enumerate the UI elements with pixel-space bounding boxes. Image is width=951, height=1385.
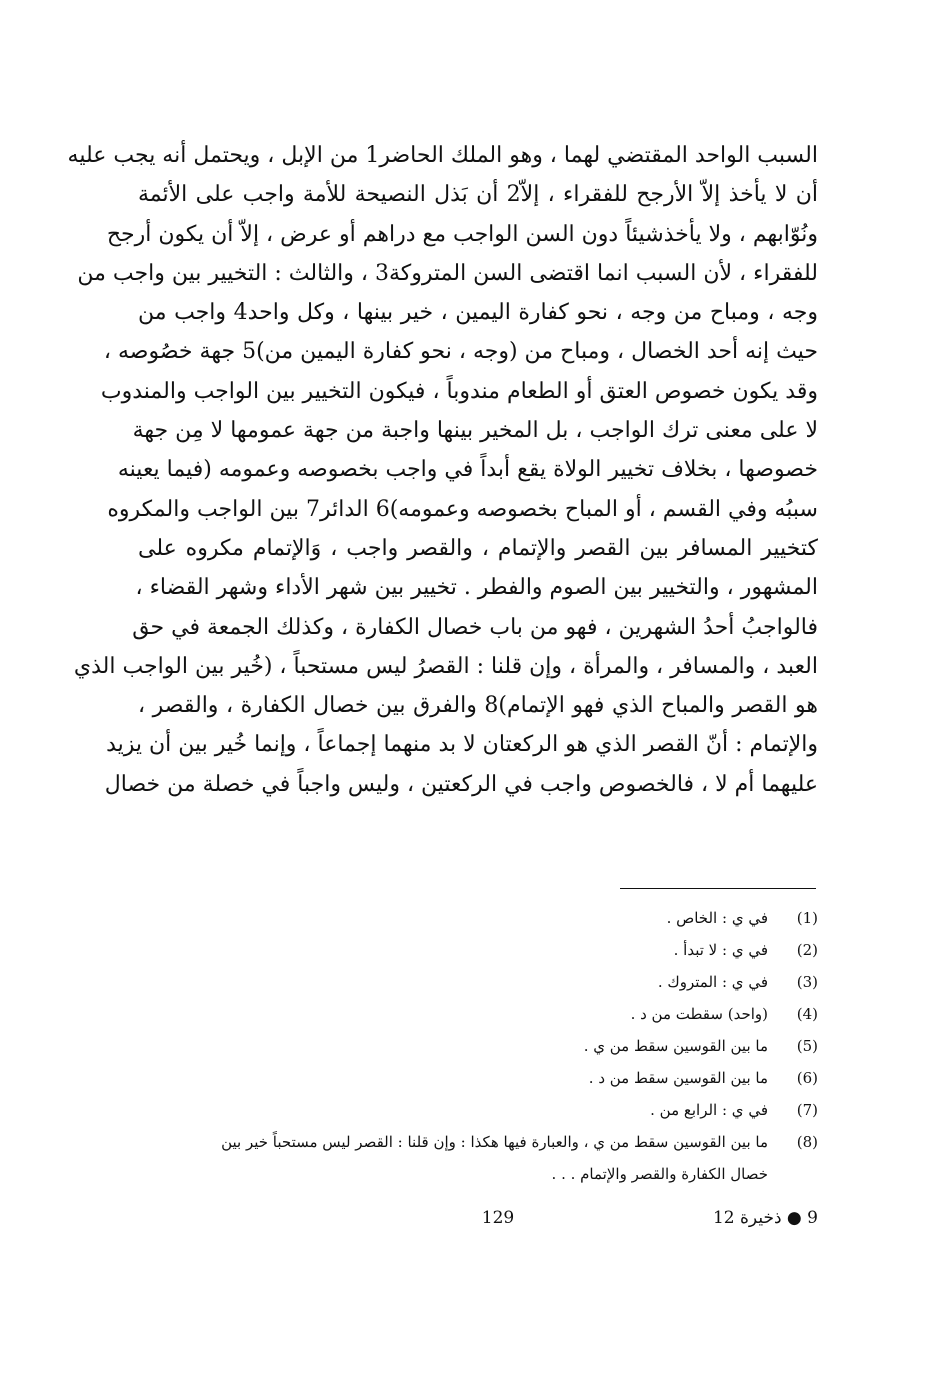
footnote-2: [138, 934, 818, 966]
text-line: أن لا يأخذ إلاّ الأرجح للفقراء ، إلاّ2 أن بَذل النصيحة للأمة واجب على الأئمة: [138, 182, 818, 208]
footnote-4: [138, 998, 818, 1030]
footnote-text: في ي : الخاص .: [666, 909, 768, 927]
text-line: حيث إنه أحد الخصال ، ومباح من (وجه ، نحو كفارة اليمين من)5 جهة خصُوصه ،: [103, 339, 818, 365]
footnote-number: (2): [796, 941, 818, 959]
text-line: سببُه وفي القسم ، أو المباح بخصوصه وعمومه)6 الدائر7 بين الواجب والمكروه: [107, 496, 818, 522]
footnote-text: في ي : لا تبدأ .: [673, 941, 768, 959]
text-line: هو القصر والمباح الذي فهو الإتمام)8 والفرق بين خصال الكفارة ، والقصر ،: [138, 693, 818, 719]
footnote-number: (7): [796, 1101, 818, 1119]
text-line: للفقراء ، لأن السبب انما اقتضى السن المتروكة3 ، والثالث : التخيير بين واجب من: [77, 260, 818, 286]
text-line: فالواجبُ أحدُ الشهرين ، فهو من باب خصال الكفارة ، وكذلك الجمعة في حق: [132, 614, 818, 640]
printer-signature: 9 ● ذخيرة 12: [712, 1208, 818, 1228]
text-line: عليهما أم لا ، فالخصوص واجب في الركعتين ، وليس واجباً في خصلة من خصال: [104, 771, 818, 797]
footnote-text: في ي : الرابع من .: [650, 1101, 768, 1119]
footnote-number: (1): [796, 909, 818, 927]
text-line: السبب الواحد المقتضي لهما ، وهو الملك الحاضر1 من الإبل ، ويحتمل أنه يجب عليه: [67, 143, 818, 168]
page-footer: [138, 1208, 818, 1238]
footnote-number: (4): [796, 1005, 818, 1023]
footnote-3: [138, 966, 818, 998]
text-line: العبد ، والمسافر ، والمرأة ، وإن قلنا : القصرُ ليس مستحباً ، (خُير بين الواجب الذي: [73, 653, 818, 679]
footnote-text: [138, 1126, 768, 1190]
footnote-number: (8): [796, 1133, 818, 1151]
footnote-1: [138, 902, 818, 934]
text-line: ونُوّابهم ، ولا يأخذشيئاً دون السن الواجب مع دراهم أو عرض ، إلاّ أن يكون أرجح: [106, 221, 818, 247]
footnote-text: في ي : المتروك .: [657, 973, 768, 991]
text-line: المشهور ، والتخيير بين الصوم والفطر . تخيير بين شهر الأداء وشهر القضاء ،: [135, 575, 818, 601]
main-text: [67, 136, 818, 804]
footnote-text: ما بين القوسين سقط من د .: [588, 1069, 768, 1087]
text-line: وجه ، ومباح من وجه ، نحو كفارة اليمين ، خير بينها ، وكل واحد4 واجب من: [138, 300, 818, 326]
footnote-number: (3): [796, 973, 818, 991]
footnote-text: ما بين القوسين سقط من ي .: [583, 1037, 768, 1055]
footnote-line: خصال الكفارة والقصر والإتمام . . .: [551, 1165, 768, 1183]
footnote-7: [138, 1094, 818, 1126]
page-number: 129: [481, 1208, 515, 1228]
footnote-line: ما بين القوسين سقط من ي ، والعبارة فيها هكذا : وإن قلنا : القصر ليس مستحباً خير بين: [221, 1133, 768, 1151]
footnote-6: [138, 1062, 818, 1094]
footnote-5: [138, 1030, 818, 1062]
footnotes: [138, 902, 818, 1190]
text-line: لا على معنى ترك الواجب ، بل المخير بينها واجبة من جهة عمومها لا مِن جهة: [132, 418, 818, 444]
text-line: خصوصها ، بخلاف تخيير الولاة يقع أبداً في واجب بخصوصه وعمومه (فيما يعينه: [117, 457, 818, 483]
footnote-number: (6): [796, 1069, 818, 1087]
footnote-8: [138, 1126, 818, 1190]
text-line: وقد يكون خصوص العتق أو الطعام مندوباً ، فيكون التخيير بين الواجب والمندوب: [100, 378, 818, 404]
text-line: كتخيير المسافر بين القصر والإتمام ، والقصر واجب ، وَالإتمام مكروه على: [138, 535, 818, 561]
text-line: والإتمام : أنّ القصر الذي هو الركعتان لا بد منهما إجماعاً ، وإنما خُير بين أن يزيد: [106, 732, 818, 758]
footnote-text: (واحد) سقطت من د .: [630, 1005, 768, 1023]
footnote-number: (5): [796, 1037, 818, 1055]
footnote-separator: [620, 888, 816, 889]
